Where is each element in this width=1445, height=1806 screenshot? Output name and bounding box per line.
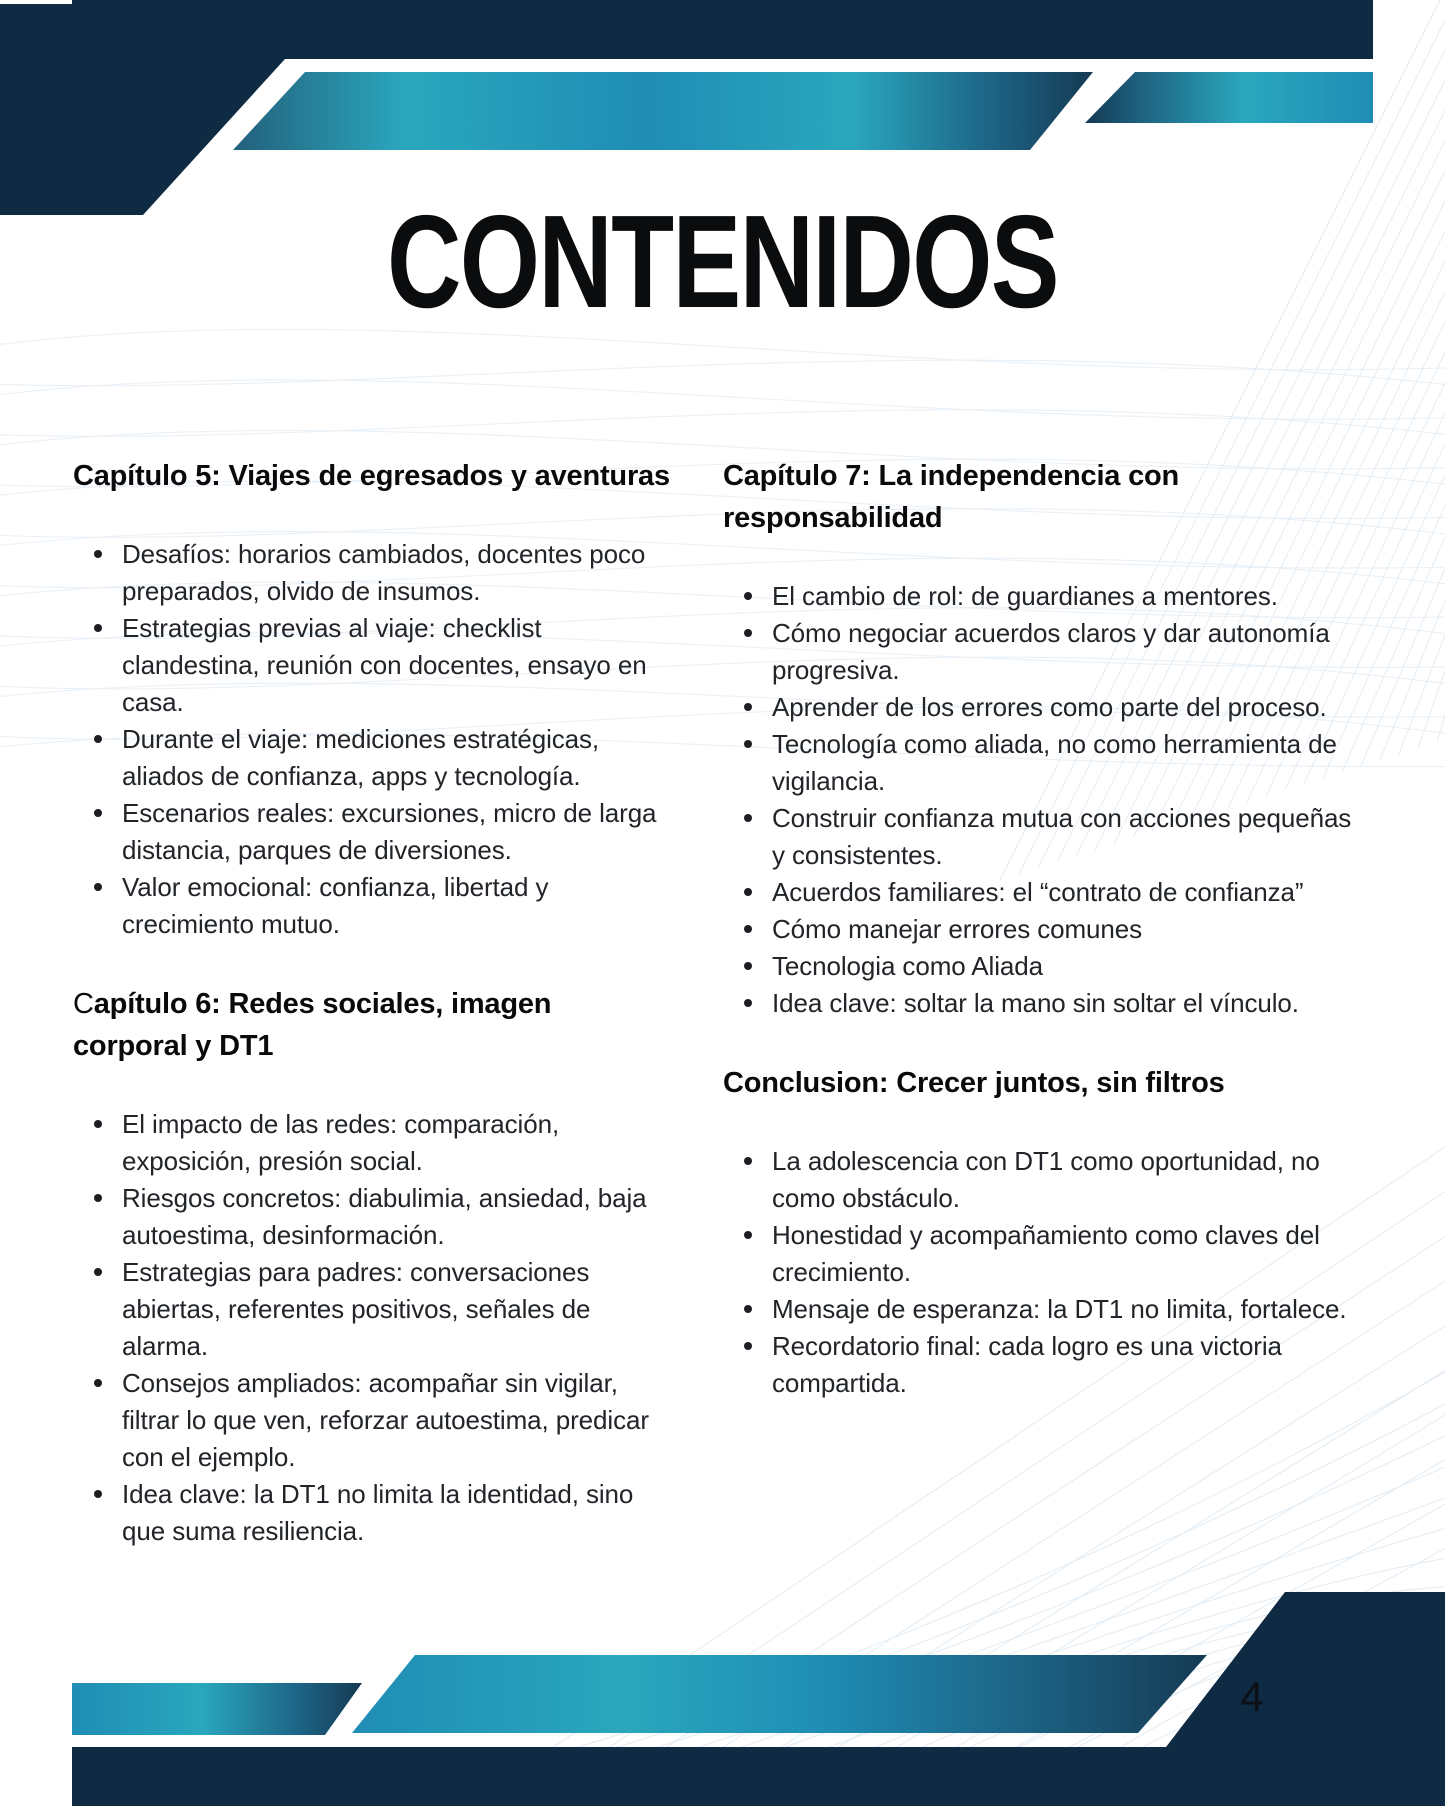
section-bullet-list [73, 536, 673, 943]
section-heading-text: Conclusion: Crecer juntos, sin filtros [723, 1067, 1225, 1099]
bullet-item: Cómo manejar errores comunes [772, 911, 1362, 948]
section-bullet-list [723, 578, 1383, 1022]
bullet-item: Estrategias previas al viaje: checklist clandestina, reunión con docentes, ensayo en casa. [122, 610, 673, 721]
top-teal-bar-main [233, 72, 1093, 150]
bullet-item: El cambio de rol: de guardianes a mentores. [772, 578, 1362, 615]
bullet-item: Tecnologia como Aliada [772, 948, 1362, 985]
section-heading-prefix: C [73, 988, 94, 1020]
bullet-item: Cómo negociar acuerdos claros y dar autonomía progresiva. [772, 615, 1362, 689]
bullet-item: Riesgos concretos: diabulimia, ansiedad, baja autoestima, desinformación. [122, 1180, 673, 1254]
section-heading [723, 1062, 1383, 1104]
page-title: CONTENIDOS [387, 188, 1058, 335]
section-heading [73, 455, 673, 497]
section-bullet-list [723, 1143, 1383, 1402]
section-heading-text: Capítulo 7: La independencia con responsabilidad [723, 460, 1180, 534]
section-heading [723, 455, 1383, 539]
bullet-item: Tecnología como aliada, no como herramienta de vigilancia. [772, 726, 1362, 800]
bullet-item: Mensaje de esperanza: la DT1 no limita, fortalece. [772, 1291, 1362, 1328]
toc-column-right [723, 455, 1383, 1442]
bullet-item: Acuerdos familiares: el “contrato de confianza” [772, 874, 1362, 911]
section-bullet-list [73, 1106, 673, 1550]
bullet-item: Escenarios reales: excursiones, micro de larga distancia, parques de diversiones. [122, 795, 673, 869]
toc-column-left [73, 455, 673, 1590]
section-heading [73, 983, 673, 1067]
bullet-item: Valor emocional: confianza, libertad y crecimiento mutuo. [122, 869, 673, 943]
bullet-item: El impacto de las redes: comparación, exposición, presión social. [122, 1106, 673, 1180]
bullet-item: Idea clave: soltar la mano sin soltar el vínculo. [772, 985, 1362, 1022]
bullet-item: La adolescencia con DT1 como oportunidad, no como obstáculo. [772, 1143, 1362, 1217]
bullet-item: Aprender de los errores como parte del proceso. [772, 689, 1362, 726]
bullet-item: Consejos ampliados: acompañar sin vigilar, filtrar lo que ven, reforzar autoestima, predicar con el ejemplo. [122, 1365, 673, 1476]
bottom-teal-bar-main [352, 1655, 1207, 1733]
section-heading-text: apítulo 6: Redes sociales, imagen corporal y DT1 [73, 988, 552, 1062]
bullet-item: Idea clave: la DT1 no limita la identidad, sino que suma resiliencia. [122, 1476, 673, 1550]
bullet-item: Desafíos: horarios cambiados, docentes poco preparados, olvido de insumos. [122, 536, 673, 610]
bullet-item: Construir confianza mutua con acciones pequeñas y consistentes. [772, 800, 1362, 874]
page-number: 4 [1240, 1673, 1264, 1720]
top-teal-bar-small [1085, 72, 1373, 123]
section-heading-text: Capítulo 5: Viajes de egresados y aventuras [73, 460, 670, 492]
bullet-item: Recordatorio final: cada logro es una victoria compartida. [772, 1328, 1362, 1402]
bottom-teal-bar-small [72, 1683, 362, 1735]
bullet-item: Honestidad y acompañamiento como claves del crecimiento. [772, 1217, 1362, 1291]
bullet-item: Estrategias para padres: conversaciones abiertas, referentes positivos, señales de alarma. [122, 1254, 673, 1365]
bullet-item: Durante el viaje: mediciones estratégicas, aliados de confianza, apps y tecnología. [122, 721, 673, 795]
